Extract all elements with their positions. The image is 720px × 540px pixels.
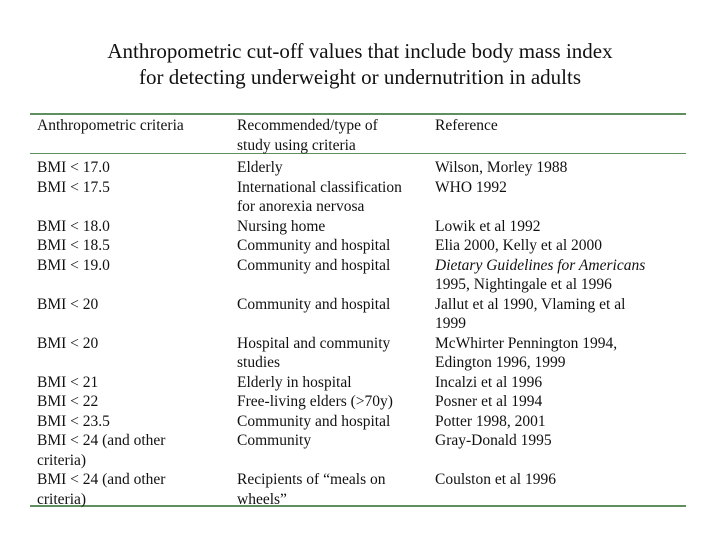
criteria-cell: BMI < 22 [37,393,99,410]
type-cell: Recipients of “meals on wheels” [237,471,386,508]
type-cell: Community [237,432,312,449]
slide-title [0,38,720,90]
type-cell: Hospital and community studies [237,334,391,371]
table-row [37,470,687,509]
table-row [37,178,687,217]
type-cell: Free-living elders (>70y) [237,393,393,410]
table-row [37,373,687,393]
type-cell: Nursing home [237,217,326,235]
table-row [37,412,687,432]
criteria-cell: BMI < 24 (and other criteria) [37,471,166,508]
table-row [37,334,687,373]
table-row [37,392,687,412]
reference-cell: McWhirter Pennington 1994, Edington 1996, 1999 [435,334,618,371]
criteria-cell: BMI < 17.5 [37,178,110,196]
table-row [37,236,687,256]
type-cell: Community and hospital [237,256,391,274]
table-row [37,158,687,178]
table-row [37,431,687,470]
reference-cell: Dietary Guidelines for Americans 1995, Nightingale et al 1996 [435,256,646,293]
table-row [37,217,687,237]
reference-cell: Lowik et al 1992 [435,217,541,235]
reference-cell: Incalzi et al 1996 [435,373,543,391]
reference-cell: Potter 1998, 2001 [435,412,546,430]
table-top-rule [30,113,686,115]
reference-cell: Posner et al 1994 [435,393,543,410]
criteria-cell: BMI < 21 [37,373,99,391]
type-cell: Community and hospital [237,237,391,254]
reference-cell: Jallut et al 1990, Vlaming et al 1999 [435,295,626,332]
table-header-row [37,116,687,155]
reference-cell: WHO 1992 [435,178,507,196]
title-line-2: for detecting underweight or undernutrition in adults [138,65,582,89]
criteria-cell: BMI < 17.0 [37,159,110,176]
type-cell: Elderly [237,159,283,176]
criteria-cell: BMI < 20 [37,334,99,352]
type-cell: Community and hospital [237,295,391,313]
criteria-cell: BMI < 18.0 [37,217,110,235]
type-cell: Elderly in hospital [237,373,352,391]
header-criteria: Anthropometric criteria [37,117,184,134]
criteria-cell: BMI < 18.5 [37,237,110,254]
reference-cell: Coulston et al 1996 [435,471,556,488]
type-cell: Community and hospital [237,412,391,430]
criteria-cell: BMI < 23.5 [37,412,110,430]
reference-cell: Wilson, Morley 1988 [435,159,568,176]
criteria-cell: BMI < 19.0 [37,256,110,274]
reference-cell: Gray-Donald 1995 [435,432,552,449]
title-line-1: Anthropometric cut-off values that include body mass index [107,39,613,63]
header-type: Recommended/type of study using criteria [237,117,378,154]
table-row [37,295,687,334]
criteria-cell: BMI < 20 [37,295,99,313]
cutoff-table [37,116,687,509]
header-reference: Reference [435,117,498,134]
type-cell: International classification for anorexia nervosa [237,178,402,215]
criteria-cell: BMI < 24 (and other criteria) [37,432,166,469]
table-row [37,256,687,295]
reference-cell: Elia 2000, Kelly et al 2000 [435,237,603,254]
